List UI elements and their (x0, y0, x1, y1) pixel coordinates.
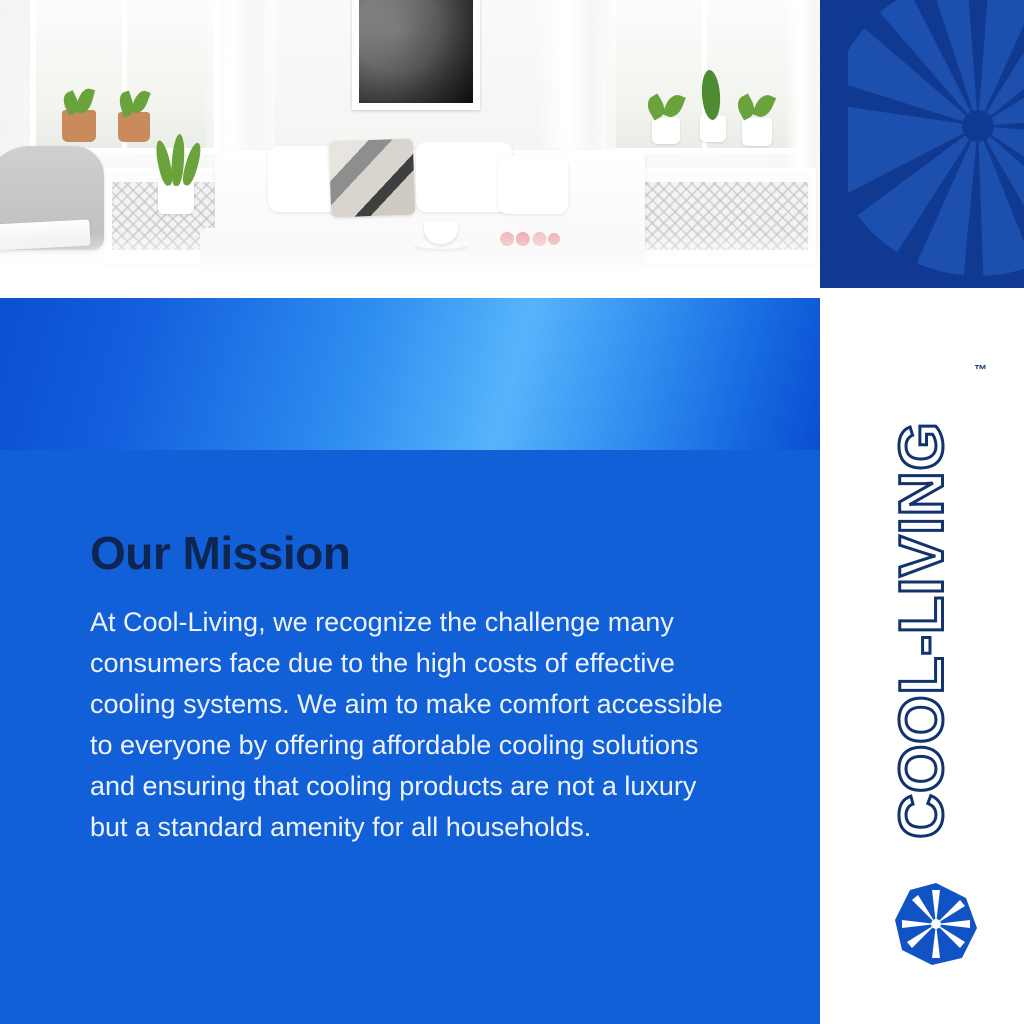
mission-title: Our Mission (90, 527, 351, 579)
mission-body: At Cool-Living, we recognize the challenge many consumers face due to the high costs of effective cooling systems. We aim to make comfort accessible to everyone by offering affordable cooling solutions and ensuring that cooling products are not a luxury but a standard amenity for all households. (90, 607, 723, 842)
starburst-block (820, 0, 1024, 288)
starburst-icon (848, 0, 1024, 288)
plant-pot (62, 110, 96, 142)
white-separator (0, 288, 820, 298)
gradient-band (0, 298, 820, 450)
right-column (820, 0, 1024, 1024)
starburst-badge-icon (894, 882, 978, 966)
geometric-cushion (329, 139, 416, 218)
photo-bottom-fade (0, 232, 820, 288)
pillow (498, 156, 568, 214)
trademark-symbol: ™ (974, 362, 987, 377)
plant-pot (652, 118, 680, 144)
mission-panel (0, 450, 820, 1024)
plant-pot (742, 118, 772, 146)
vertical-wordmark (820, 330, 1024, 930)
art-image (359, 0, 473, 103)
wordmark-text: COOL-LIVING (887, 421, 957, 839)
hero-photo (0, 0, 820, 288)
framed-art (352, 0, 480, 110)
